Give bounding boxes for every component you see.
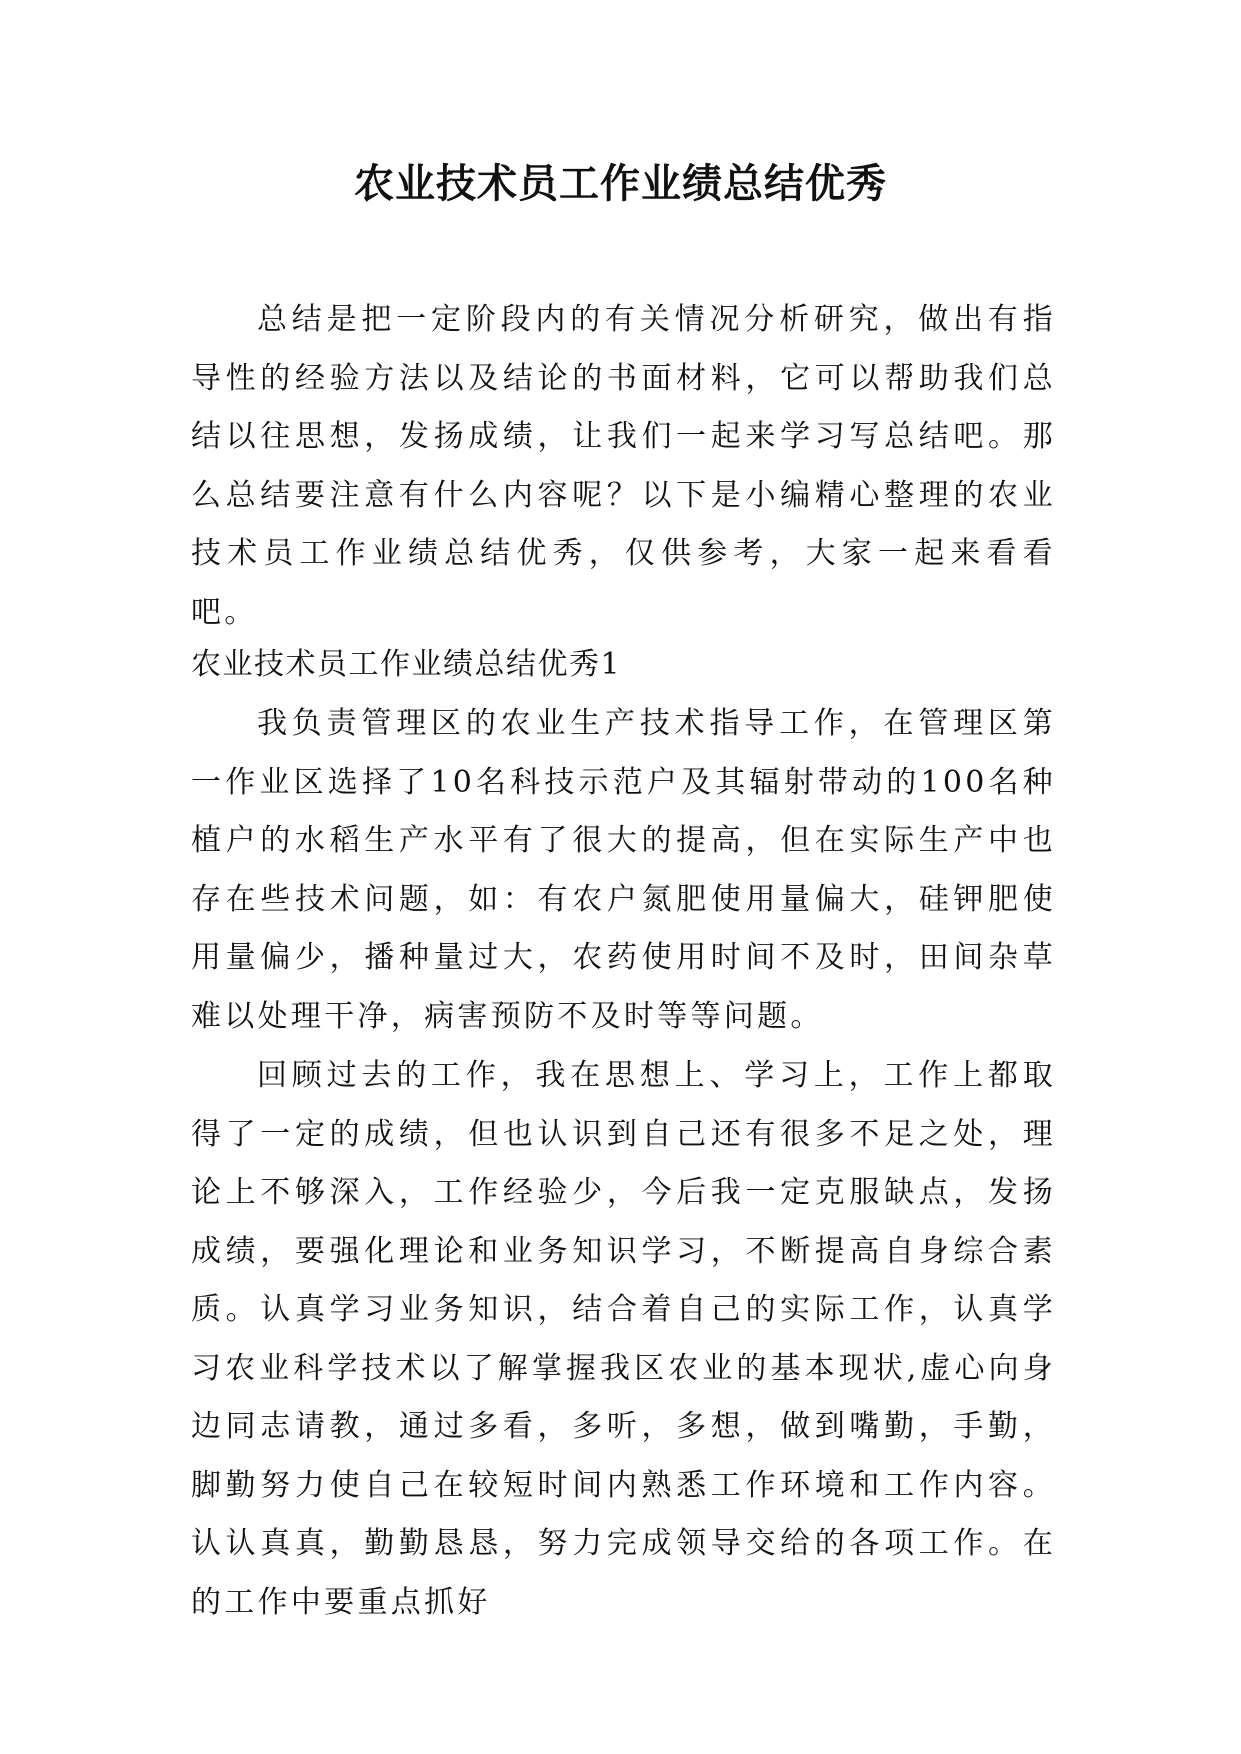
document-title: 农业技术员工作业绩总结优秀 (354, 161, 887, 207)
section-heading: 农业技术员工作业绩总结优秀1 (191, 647, 622, 682)
body-paragraph-1: 我负责管理区的农业生产技术指导工作，在管理区第一作业区选择了10名科技示范户及其辐射带动的100名种植户的水稻生产水平有了很大的提高，但在实际生产中也存在些技术问题，如：有农户氮肥使用量偏大，硅钾肥使用量偏少，播种量过大，农药使用时间不及时，田间杂草难以处理干净，病害预防不及时等等问题。 (191, 706, 1056, 1034)
body-paragraph-2: 回顾过去的工作，我在思想上、学习上，工作上都取得了一定的成绩，但也认识到自己还有很多不足之处，理论上不够深入，工作经验少，今后我一定克服缺点，发扬成绩，要强化理论和业务知识学习，不断提高自身综合素质。认真学习业务知识，结合着自己的实际工作，认真学习农业科学技术以了解掌握我区农业的基本现状,虚心向身边同志请教，通过多看，多听，多想，做到嘴勤，手勤，脚勤努力使自己在较短时间内熟悉工作环境和工作内容。认认真真，勤勤恳恳，努力完成领导交给的各项工作。在的工作中要重点抓好 (191, 1058, 1056, 1620)
intro-paragraph: 总结是把一定阶段内的有关情况分析研究，做出有指导性的经验方法以及结论的书面材料，它可以帮助我们总结以往思想，发扬成绩，让我们一起来学习写总结吧。那么总结要注意有什么内容呢？以下是小编精心整理的农业技术员工作业绩总结优秀，仅供参考，大家一起来看看吧。 (191, 302, 1056, 630)
